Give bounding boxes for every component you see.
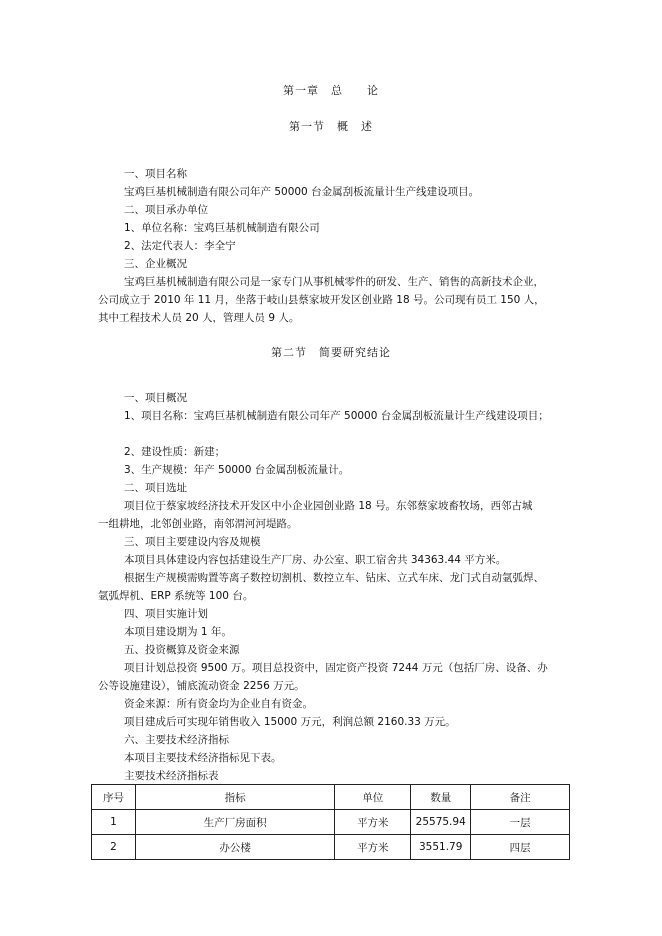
paragraph: 一组耕地，北邻创业路，南邻渭河河堤路。 bbox=[98, 518, 298, 530]
header-quantity: 数量 bbox=[411, 785, 471, 810]
paragraph: 项目建成后可实现年销售收入 15000 万元，利润总额 2160.33 万元。 bbox=[124, 716, 456, 728]
cell-indicator: 生产厂房面积 bbox=[135, 810, 335, 835]
cell-quantity: 25575.94 bbox=[411, 810, 471, 835]
table-caption: 主要技术经济指标表 bbox=[124, 770, 219, 782]
table-row bbox=[92, 810, 570, 835]
table-header-row bbox=[92, 785, 570, 810]
header-unit: 单位 bbox=[335, 785, 411, 810]
header-remark: 备注 bbox=[471, 785, 570, 810]
paragraph: 宝鸡巨基机械制造有限公司是一家专门从事机械零件的研发、生产、销售的高新技术企业， bbox=[124, 276, 544, 288]
cell-index: 2 bbox=[92, 835, 136, 860]
indicators-table bbox=[91, 784, 570, 860]
cell-index: 1 bbox=[92, 810, 136, 835]
table-row bbox=[92, 835, 570, 860]
paragraph: 公等设施建设），铺底流动资金 2256 万元。 bbox=[98, 680, 305, 692]
heading-indicators: 六、主要技术经济指标 bbox=[124, 734, 229, 746]
cell-unit: 平方米 bbox=[335, 810, 411, 835]
heading-project-overview: 一、项目概况 bbox=[124, 392, 187, 404]
paragraph: 1、单位名称：宝鸡巨基机械制造有限公司 bbox=[124, 222, 320, 234]
paragraph: 本项目建设期为 1 年。 bbox=[124, 626, 232, 638]
heading-construction: 三、项目主要建设内容及规模 bbox=[124, 536, 261, 548]
section2-title: 第二节 简要研究结论 bbox=[271, 346, 391, 359]
paragraph: 本项目主要技术经济指标见下表。 bbox=[124, 752, 282, 764]
header-indicator: 指标 bbox=[135, 785, 335, 810]
cell-unit: 平方米 bbox=[335, 835, 411, 860]
heading-investment: 五、投资概算及资金来源 bbox=[124, 644, 240, 656]
cell-indicator: 办公楼 bbox=[135, 835, 335, 860]
paragraph: 公司成立于 2010 年 11 月，坐落于岐山县蔡家坡开发区创业路 18 号。公司现有员工 150 人， bbox=[98, 294, 545, 306]
paragraph: 2、建设性质：新建； bbox=[124, 446, 226, 458]
heading-site: 二、项目选址 bbox=[124, 482, 187, 494]
paragraph: 2、法定代表人：李全宁 bbox=[124, 240, 236, 252]
paragraph: 3、生产规模：年产 50000 台金属刮板流量计。 bbox=[124, 464, 350, 476]
heading-company-overview: 三、企业概况 bbox=[124, 258, 187, 270]
paragraph: 宝鸡巨基机械制造有限公司年产 50000 台金属刮板流量计生产线建设项目。 bbox=[124, 186, 480, 198]
heading-schedule: 四、项目实施计划 bbox=[124, 608, 208, 620]
paragraph: 根据生产规模需购置等离子数控切割机、数控立车、钻床、立式车床、龙门式自动氩弧焊、 bbox=[124, 572, 544, 584]
section1-title: 第一节 概 述 bbox=[289, 120, 373, 133]
paragraph: 项目计划总投资 9500 万。项目总投资中，固定资产投资 7244 万元（包括厂房、设备、办 bbox=[124, 662, 548, 674]
cell-remark: 一层 bbox=[471, 810, 570, 835]
paragraph: 资金来源：所有资金均为企业自有资金。 bbox=[124, 698, 313, 710]
paragraph: 本项目具体建设内容包括建设生产厂房、办公室、职工宿舍共 34363.44 平方米。 bbox=[124, 554, 507, 566]
cell-quantity: 3551.79 bbox=[411, 835, 471, 860]
paragraph: 项目位于蔡家坡经济技术开发区中小企业园创业路 18 号。东邻蔡家坡畜牧场，西邻古城 bbox=[124, 500, 533, 512]
paragraph: 氩弧焊机、ERP 系统等 100 台。 bbox=[98, 590, 254, 602]
paragraph: 其中工程技术人员 20 人，管理人员 9 人。 bbox=[98, 312, 300, 324]
chapter-title: 第一章 总 论 bbox=[283, 84, 379, 97]
paragraph: 1、项目名称：宝鸡巨基机械制造有限公司年产 50000 台金属刮板流量计生产线建设项目； bbox=[124, 410, 549, 422]
cell-remark: 四层 bbox=[471, 835, 570, 860]
header-index: 序号 bbox=[92, 785, 136, 810]
heading-organizer: 二、项目承办单位 bbox=[124, 204, 208, 216]
heading-project-name: 一、项目名称 bbox=[124, 168, 187, 180]
